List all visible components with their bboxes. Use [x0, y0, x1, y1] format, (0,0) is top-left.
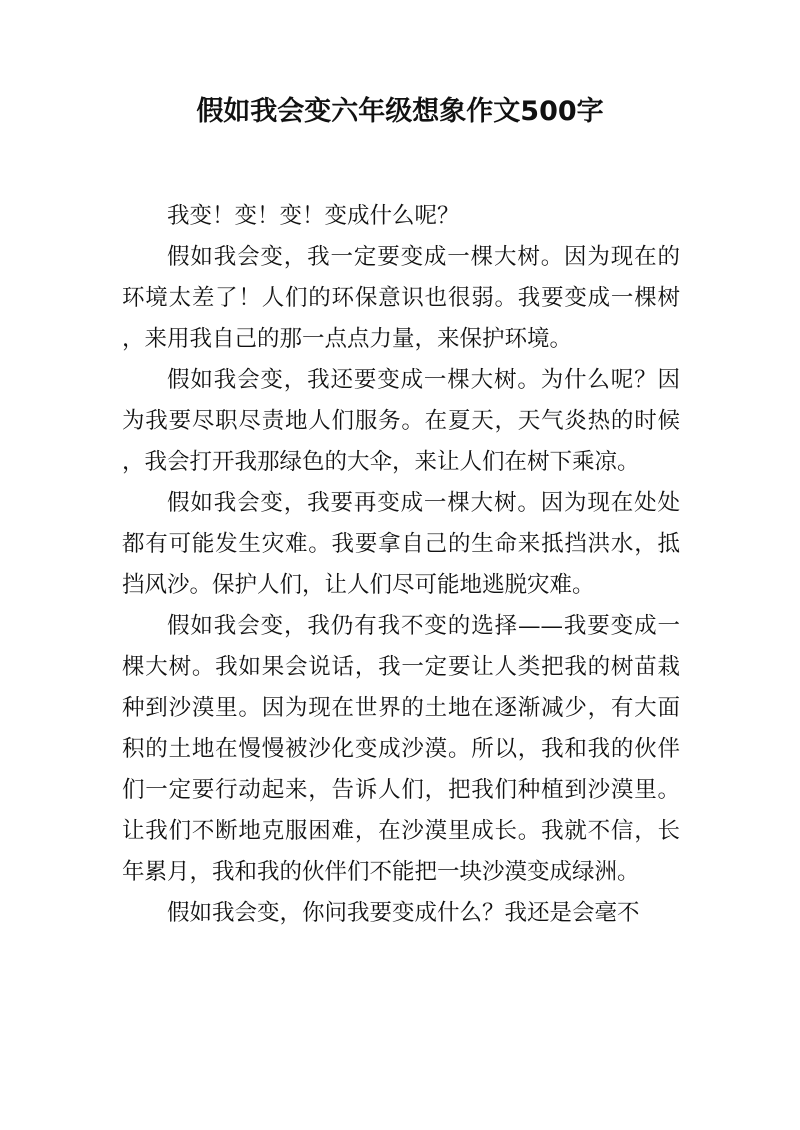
document-body: [122, 196, 680, 934]
paragraph: 假如我会变，我还要变成一棵大树。为什么呢？因为我要尽职尽责地人们服务。在夏天，天气炎热的时候，我会打开我那绿色的大伞，来让人们在树下乘凉。: [122, 367, 680, 475]
document-title: 假如我会变六年级想象作文500字: [196, 96, 604, 127]
paragraph: 假如我会变，我一定要变成一棵大树。因为现在的环境太差了！人们的环保意识也很弱。我要变成一棵树，来用我自己的那一点点力量，来保护环境。: [122, 244, 680, 352]
paragraph: 假如我会变，你问我要变成什么？我还是会毫不: [167, 900, 640, 926]
paragraph: 假如我会变，我仍有我不变的选择——我要变成一棵大树。我如果会说话，我一定要让人类把我的树苗栽种到沙漠里。因为现在世界的土地在逐渐减少，有大面积的土地在慢慢被沙化变成沙漠。所以，我和我的伙伴们一定要行动起来，告诉人们，把我们种植到沙漠里。让我们不断地克服困难，在沙漠里成长。我就不信，长年累月，我和我的伙伴们不能把一块沙漠变成绿洲。: [122, 613, 680, 885]
paragraph: 假如我会变，我要再变成一棵大树。因为现在处处都有可能发生灾难。我要拿自己的生命来抵挡洪水，抵挡风沙。保护人们，让人们尽可能地逃脱灾难。: [122, 490, 680, 598]
paragraph: 我变！变！变！变成什么呢？: [167, 203, 460, 229]
